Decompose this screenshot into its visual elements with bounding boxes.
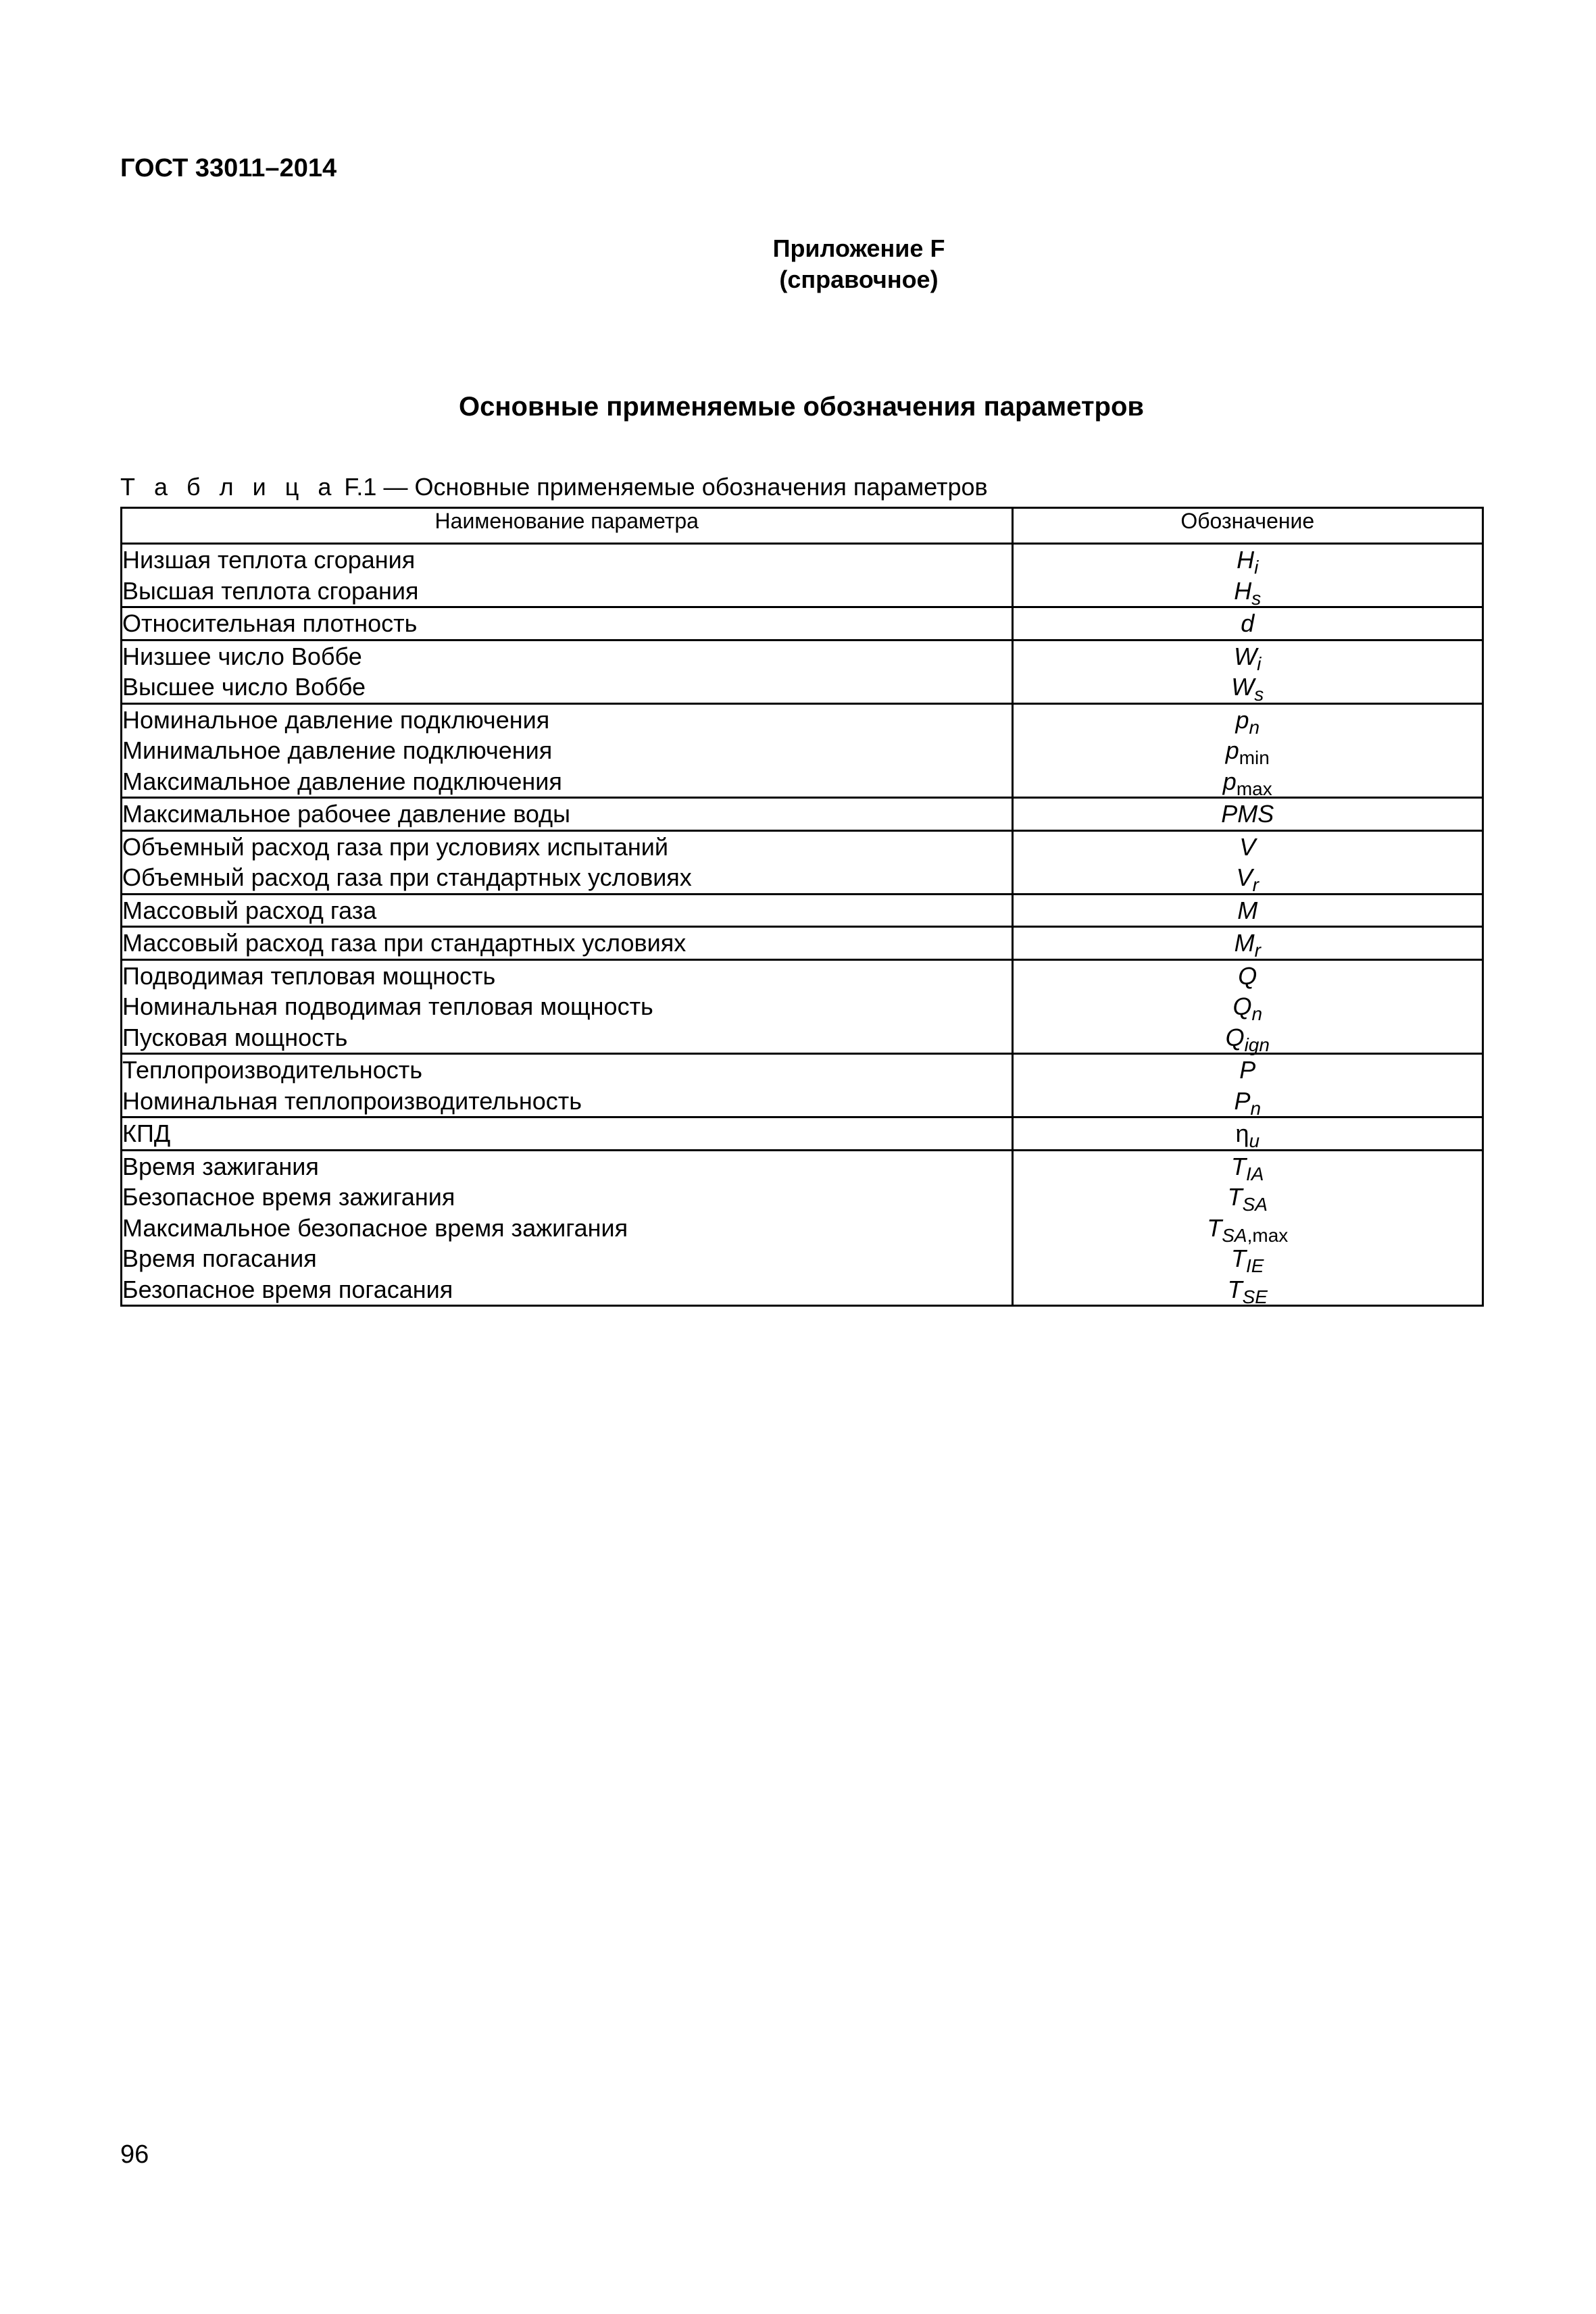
parameter-symbol [1014, 641, 1482, 672]
table-caption [120, 473, 988, 501]
symbol-base: Q [1225, 1023, 1245, 1051]
parameter-name: Номинальное давление подключения [122, 705, 550, 734]
parameter-names-cell [122, 927, 1013, 960]
parameter-symbol [1014, 735, 1482, 766]
parameter-symbols-cell [1012, 830, 1482, 894]
parameter-symbols-cell [1012, 927, 1482, 960]
parameter-names-cell [122, 544, 1013, 607]
symbol-base: p [1225, 736, 1239, 764]
parameter-name: Безопасное время зажигания [122, 1183, 455, 1211]
symbol-subscript: u [1249, 1130, 1260, 1151]
parameter-symbols-cell [1012, 544, 1482, 607]
parameter-symbol [1014, 991, 1482, 1022]
parameter-name: Время погасания [122, 1244, 317, 1272]
parameter-name: Подводимая тепловая мощность [122, 961, 496, 990]
parameter-symbols-cell [1012, 1117, 1482, 1151]
parameter-name: Низшее число Воббе [122, 642, 362, 670]
parameter-symbol [1014, 1055, 1482, 1086]
symbol-base: V [1236, 863, 1253, 891]
parameter-names-cell [122, 640, 1013, 703]
symbol-subscript: n [1250, 1097, 1262, 1119]
symbol-base: H [1237, 546, 1255, 574]
page-number: 96 [120, 2140, 149, 2169]
parameter-name: КПД [122, 1120, 171, 1147]
symbol-base: T [1231, 1244, 1247, 1272]
appendix-note: (справочное) [779, 266, 939, 293]
symbol-subscript: SE [1242, 1286, 1268, 1307]
symbol-subscript: i [1257, 653, 1262, 674]
parameter-symbols-cell [1012, 798, 1482, 831]
symbol-base: p [1222, 767, 1237, 795]
parameter-symbols-cell [1012, 959, 1482, 1054]
symbol-subscript: IE [1246, 1255, 1264, 1276]
table-row [122, 640, 1483, 703]
table-row [122, 927, 1483, 960]
parameter-names-cell [122, 830, 1013, 894]
symbol-subscript: s [1251, 587, 1262, 609]
symbol-base: M [1237, 896, 1258, 924]
parameter-symbol [1014, 1118, 1482, 1149]
symbol-base: T [1207, 1213, 1222, 1242]
symbol-subscript: SA,max [1222, 1224, 1289, 1246]
table-row [122, 830, 1483, 894]
symbol-subscript: s [1254, 684, 1264, 705]
symbol-base: M [1234, 929, 1255, 957]
symbol-base: P [1234, 1086, 1251, 1115]
parameter-name: Высшее число Воббе [122, 673, 366, 701]
table-row [122, 798, 1483, 831]
table-row [122, 1117, 1483, 1151]
parameter-name: Максимальное рабочее давление воды [122, 800, 571, 828]
parameter-symbol [1014, 928, 1482, 959]
parameter-name: Массовый расход газа при стандартных условиях [122, 929, 687, 957]
parameter-name: Высшая теплота сгорания [122, 576, 419, 605]
parameter-names-cell [122, 1117, 1013, 1151]
symbol-base: W [1234, 642, 1257, 670]
parameter-name: Низшая теплота сгорания [122, 546, 416, 574]
parameter-name: Теплопроизводительность [122, 1056, 422, 1084]
parameter-symbols-cell [1012, 1054, 1482, 1117]
symbol-subscript: n [1251, 1003, 1263, 1024]
symbol-subscript: r [1252, 874, 1259, 895]
section-title: Основные применяемые обозначения параметров [458, 392, 1145, 422]
appendix-title: Приложение F [772, 234, 945, 262]
symbol-base: T [1231, 1152, 1247, 1180]
column-header-name: Наименование параметра [122, 508, 1013, 544]
symbol-base: d [1241, 609, 1255, 637]
table-caption-text: F.1 — Основные применяемые обозначения параметров [344, 473, 988, 501]
parameter-name: Безопасное время погасания [122, 1275, 453, 1303]
symbol-subscript: i [1254, 557, 1259, 578]
table-body [122, 544, 1483, 1306]
parameter-symbols-cell [1012, 703, 1482, 798]
parameter-symbol [1014, 608, 1482, 639]
table-row [122, 607, 1483, 640]
parameter-symbol [1014, 766, 1482, 797]
parameter-name: Номинальная подводимая тепловая мощность [122, 992, 653, 1020]
symbol-subscript: SA [1242, 1194, 1268, 1215]
parameter-symbol [1014, 1213, 1482, 1244]
symbol-base: H [1234, 576, 1252, 605]
parameter-symbol [1014, 705, 1482, 736]
parameter-name: Минимальное давление подключения [122, 736, 553, 764]
symbol-base: Q [1232, 992, 1252, 1020]
parameter-symbol [1014, 672, 1482, 703]
parameter-symbol [1014, 799, 1482, 830]
parameter-symbol [1014, 1151, 1482, 1182]
column-header-symbol: Обозначение [1012, 508, 1482, 544]
symbol-subscript: n [1249, 716, 1260, 738]
parameter-name: Относительная плотность [122, 609, 418, 637]
table-row [122, 544, 1483, 607]
parameter-symbol [1014, 1274, 1482, 1305]
symbol-subscript: r [1254, 940, 1261, 961]
table-row [122, 959, 1483, 1054]
parameter-names-cell [122, 703, 1013, 798]
document-id: ГОСТ 33011–2014 [120, 154, 337, 182]
parameter-symbols-cell [1012, 894, 1482, 927]
parameter-names-cell [122, 959, 1013, 1054]
parameters-table [120, 507, 1484, 1307]
parameter-symbol [1014, 862, 1482, 893]
parameter-names-cell [122, 1054, 1013, 1117]
table-row [122, 703, 1483, 798]
symbol-subscript: ign [1244, 1034, 1270, 1055]
appendix-heading [0, 233, 1596, 295]
parameter-name: Объемный расход газа при стандартных условиях [122, 863, 692, 891]
symbol-base: p [1235, 705, 1249, 734]
parameter-name: Максимальное безопасное время зажигания [122, 1213, 628, 1242]
symbol-base: W [1231, 673, 1255, 701]
symbol-base: PMS [1221, 800, 1274, 828]
symbol-base: Q [1238, 961, 1257, 990]
parameter-symbol [1014, 961, 1482, 992]
table-row [122, 1150, 1483, 1306]
symbol-subscript-tail: ,max [1247, 1224, 1289, 1246]
parameter-symbols-cell [1012, 1150, 1482, 1306]
table-caption-prefix: Т а б л и ц а [120, 473, 338, 501]
parameter-symbol [1014, 1243, 1482, 1274]
parameter-name: Номинальная теплопроизводительность [122, 1086, 582, 1115]
symbol-base: T [1227, 1183, 1243, 1211]
symbol-subscript: IA [1246, 1163, 1264, 1184]
table-header-row [122, 508, 1483, 544]
symbol-base: η [1235, 1120, 1249, 1147]
parameter-symbol [1014, 545, 1482, 576]
parameter-symbol [1014, 1182, 1482, 1213]
symbol-base: V [1239, 832, 1256, 861]
parameter-names-cell [122, 1150, 1013, 1306]
symbol-subscript: max [1236, 778, 1272, 799]
parameter-symbol [1014, 1086, 1482, 1117]
symbol-subscript: min [1239, 747, 1270, 768]
parameter-symbol [1014, 1022, 1482, 1053]
parameter-names-cell [122, 607, 1013, 640]
table-row [122, 894, 1483, 927]
parameter-name: Максимальное давление подключения [122, 767, 562, 795]
parameter-names-cell [122, 798, 1013, 831]
symbol-base: T [1227, 1275, 1243, 1303]
parameter-symbols-cell [1012, 640, 1482, 703]
table-row [122, 1054, 1483, 1117]
parameter-symbols-cell [1012, 607, 1482, 640]
parameter-name: Объемный расход газа при условиях испытаний [122, 832, 668, 861]
parameter-name: Время зажигания [122, 1152, 319, 1180]
parameter-name: Пусковая мощность [122, 1023, 348, 1051]
parameter-symbol [1014, 895, 1482, 926]
parameter-symbol [1014, 576, 1482, 607]
parameter-symbol [1014, 832, 1482, 863]
symbol-base: P [1239, 1056, 1256, 1084]
parameter-name: Массовый расход газа [122, 896, 377, 924]
parameter-names-cell [122, 894, 1013, 927]
